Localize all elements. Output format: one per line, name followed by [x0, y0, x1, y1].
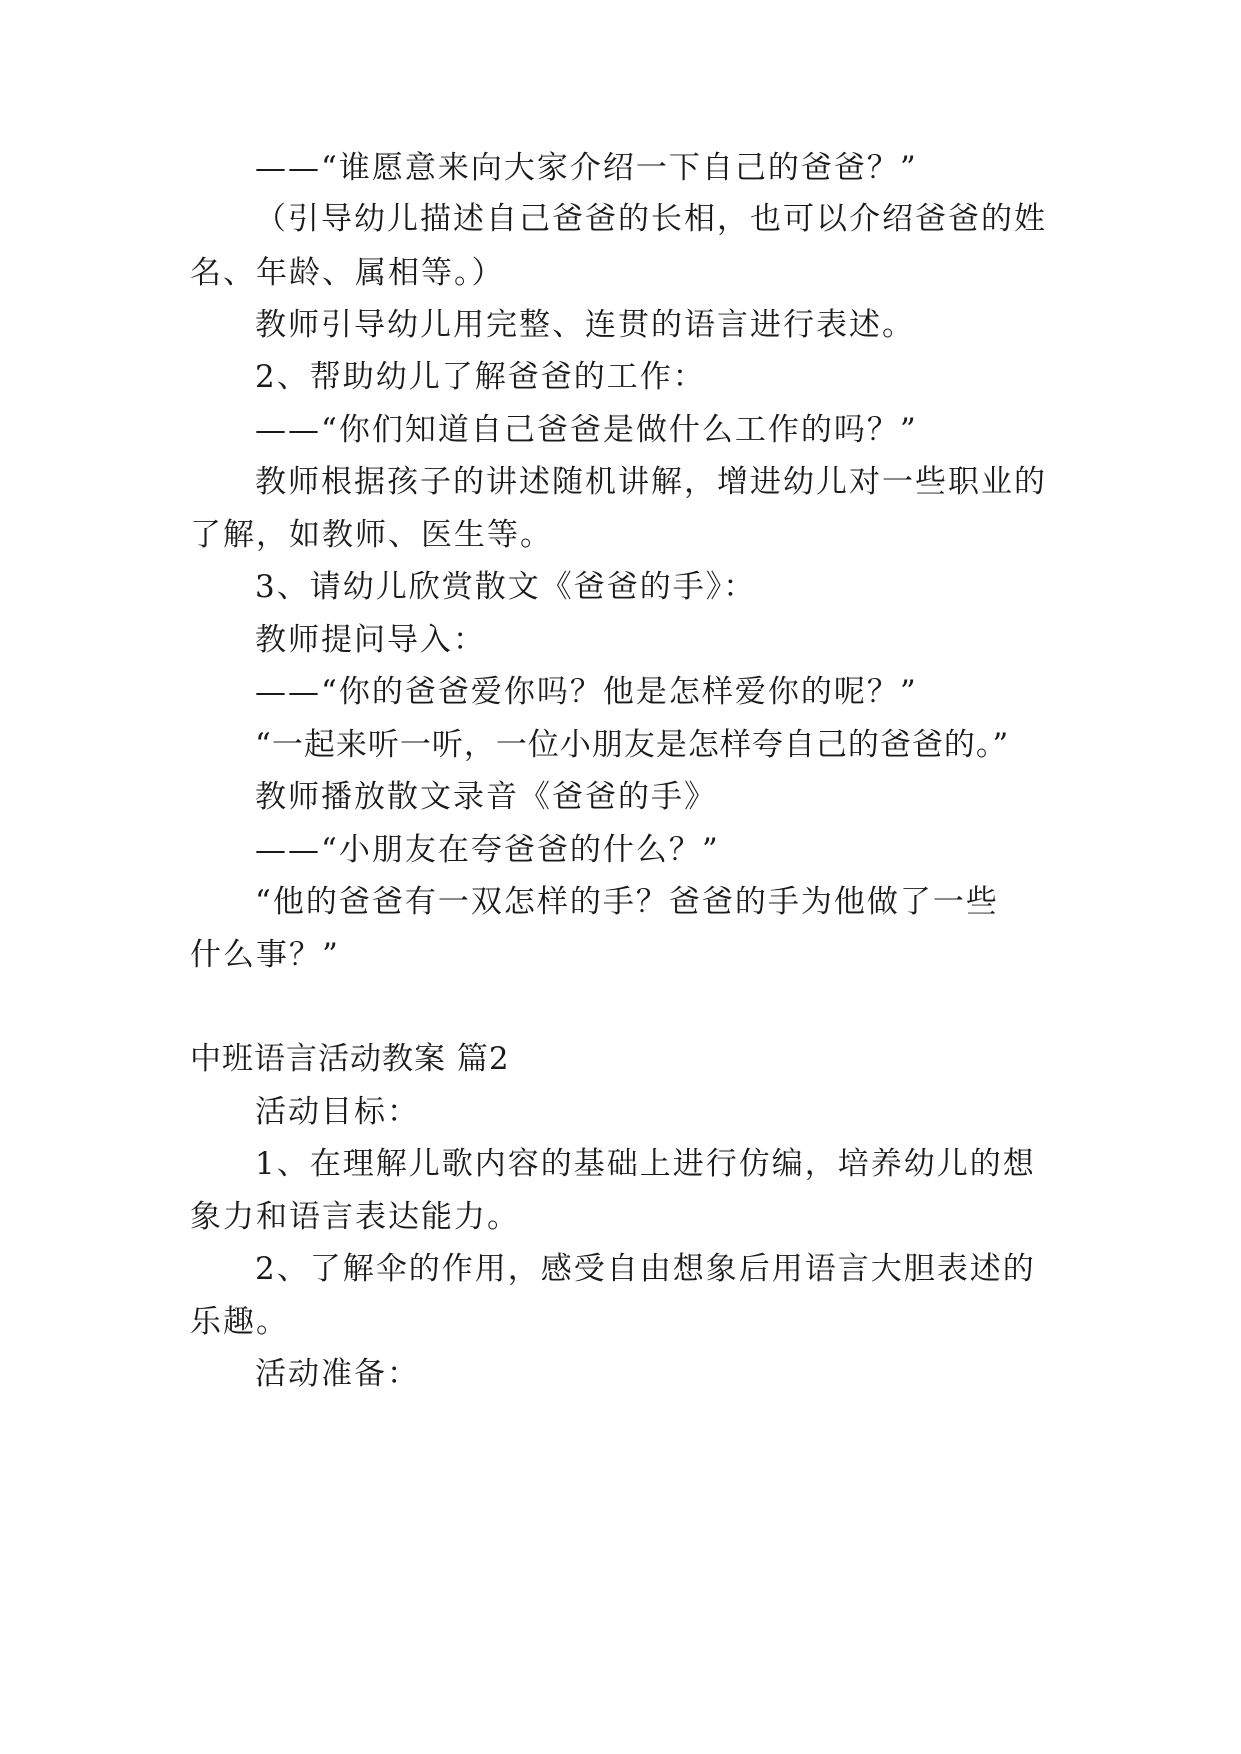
paragraph-line: （引导幼儿描述自己爸爸的长相，也可以介绍爸爸的姓 [255, 201, 1047, 237]
paragraph-line: 2、帮助幼儿了解爸爸的工作： [255, 359, 706, 395]
section-heading: 中班语言活动教案 篇2 [190, 1041, 510, 1077]
paragraph-line: ——“谁愿意来向大家介绍一下自己的爸爸？” [255, 150, 918, 186]
paragraph-line: 乐趣。 [190, 1304, 289, 1340]
paragraph-line: “他的爸爸有一双怎样的手？爸爸的手为他做了一些 [255, 884, 999, 920]
paragraph-line: 教师根据孩子的讲述随机讲解，增进幼儿对一些职业的 [255, 464, 1047, 500]
paragraph-line: ——“你们知道自己爸爸是做什么工作的吗？” [255, 412, 918, 448]
paragraph-line: 活动目标： [255, 1094, 420, 1130]
paragraph-line: 教师引导幼儿用完整、连贯的语言进行表述。 [255, 307, 915, 343]
paragraph-line: ——“小朋友在夸爸爸的什么？” [255, 832, 720, 868]
paragraph-line: 教师播放散文录音《爸爸的手》 [255, 779, 717, 815]
paragraph-line: 1、在理解儿歌内容的基础上进行仿编，培养幼儿的想 [255, 1146, 1036, 1182]
paragraph-line: 3、请幼儿欣赏散文《爸爸的手》： [255, 569, 757, 605]
paragraph-line: 教师提问导入： [255, 622, 486, 658]
paragraph-line: “一起来听一听，一位小朋友是怎样夸自己的爸爸的。” [255, 727, 1010, 763]
paragraph-line: 象力和语言表达能力。 [190, 1199, 520, 1235]
paragraph-line: 了解，如教师、医生等。 [190, 517, 553, 553]
paragraph-line: 2、了解伞的作用，感受自由想象后用语言大胆表述的 [255, 1251, 1036, 1287]
paragraph-line: ——“你的爸爸爱你吗？他是怎样爱你的呢？” [255, 674, 918, 710]
paragraph-line: 名、年龄、属相等。） [190, 255, 505, 291]
paragraph-line: 什么事？” [190, 937, 340, 973]
paragraph-line: 活动准备： [255, 1356, 420, 1392]
